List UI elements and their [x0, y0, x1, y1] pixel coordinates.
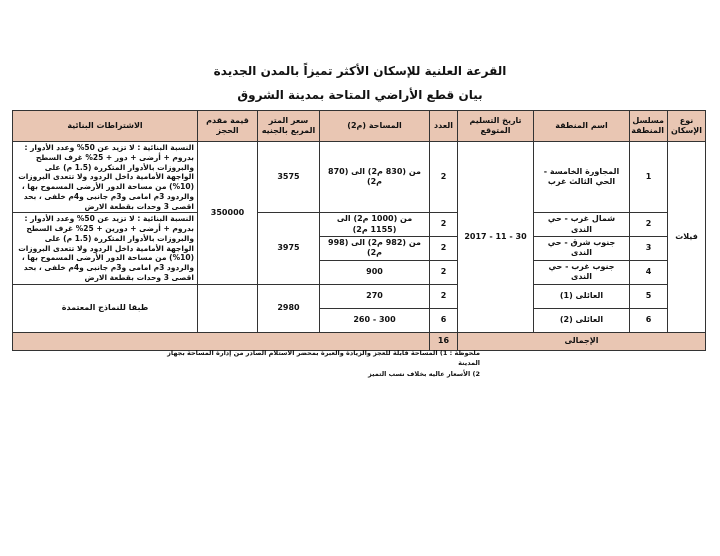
total-label: الإجمالى — [458, 332, 706, 350]
conditions-cell: النسبة البنائية : لا تزيد عن 50% وعدد الأدوار : بدروم + أرضى + دور + 25% غرف السطح والبروزات بالأدوار المتكررة (1.5 م) على الواجهة الأمامية داخل الردود ولا تتعدى البروزات (10%) من مساحة الدور الأرضى المسموح بها ، والردود 3م امامى و3م جانبى و4م خلفى ، بحد اقصى 3 وحدات بقطعة الارض — [13, 142, 198, 213]
deposit-cell: 350000 — [198, 142, 258, 285]
table-row — [13, 284, 706, 308]
conditions-cell: طبقا للنماذج المعتمدة — [13, 284, 198, 332]
area-cell: 270 — [320, 284, 430, 308]
page-subtitle: بيان قطع الأراضي المتاحة بمدينة الشروق — [237, 88, 483, 102]
housing-type-cell: فيلات — [668, 142, 706, 333]
serial-cell: 6 — [630, 308, 668, 332]
count-cell: 6 — [430, 308, 458, 332]
count-cell: 2 — [430, 260, 458, 284]
table-row — [13, 213, 706, 237]
note-1: ملحوظة : 1) المساحة قابلة للعجز والزيادة والعبرة بمحضر الاستلام الصادر من إدارة المساحة بجهاز المدينة — [167, 349, 480, 368]
header-area: المساحة (م2) — [320, 111, 430, 142]
count-cell: 2 — [430, 284, 458, 308]
table-row — [13, 142, 706, 213]
header-area-name: اسم المنطقة — [534, 111, 630, 142]
header-conditions: الاشتراطات البنائية — [13, 111, 198, 142]
area-name-cell: جنوب شرق - حي الندى — [534, 237, 630, 261]
serial-cell: 1 — [630, 142, 668, 213]
area-cell: 300 - 260 — [320, 308, 430, 332]
count-cell: 2 — [430, 237, 458, 261]
land-table — [12, 110, 706, 351]
area-name-cell: المجاورة الخامسة - الحي الثالث غرب — [534, 142, 630, 213]
header-type: نوع الإسكان — [668, 111, 706, 142]
area-name-cell: العائلى (2) — [534, 308, 630, 332]
price-cell: 3575 — [258, 142, 320, 213]
area-cell: 900 — [320, 260, 430, 284]
conditions-cell: النسبة البنائية : لا تزيد عن 50% وعدد الأدوار : بدروم + أرضى + دورين + 25% غرف السطح والبروزات بالأدوار المتكررة (1.5 م) على الواجهة الأمامية داخل الردود ولا تتعدى البروزات (10%) من مساحة الدور الأرضى المسموح بها ، والردود 3م امامى و3م جانبى و4م خلفى ، بحد اقصى 3 وحدات بقطعة الارض — [13, 213, 198, 284]
notes — [160, 348, 480, 379]
header-price: سعر المتر المربع بالجنيه — [258, 111, 320, 142]
total-value: 16 — [430, 332, 458, 350]
header-serial: مسلسل المنطقة — [630, 111, 668, 142]
area-name-cell: جنوب غرب - حي الندى — [534, 260, 630, 284]
area-cell: من (982 م2) الى (998 م2) — [320, 237, 430, 261]
serial-cell: 3 — [630, 237, 668, 261]
area-cell: من (830 م2) الى (870 م2) — [320, 142, 430, 213]
area-cell: من (1000 م2) الى (1155 م2) — [320, 213, 430, 237]
price-cell: 3975 — [258, 213, 320, 284]
table-header-row — [13, 111, 706, 142]
count-cell: 2 — [430, 142, 458, 213]
count-cell: 2 — [430, 213, 458, 237]
header-delivery: تاريخ التسليم المتوقع — [458, 111, 534, 142]
note-2: 2) الأسعار عاليه بخلاف نسب التميز — [368, 369, 480, 378]
price-cell: 2980 — [258, 284, 320, 332]
header-deposit: قيمة مقدم الحجز — [198, 111, 258, 142]
serial-cell: 5 — [630, 284, 668, 308]
page-title: القرعة العلنية للإسكان الأكثر تميزاً بالمدن الجديدة — [213, 64, 507, 78]
serial-cell: 4 — [630, 260, 668, 284]
area-name-cell: العائلى (1) — [534, 284, 630, 308]
delivery-date-cell: 30 - 11 - 2017 — [458, 142, 534, 333]
deposit-empty-cell — [198, 284, 258, 332]
header-count: العدد — [430, 111, 458, 142]
serial-cell: 2 — [630, 213, 668, 237]
area-name-cell: شمال غرب - حي الندى — [534, 213, 630, 237]
